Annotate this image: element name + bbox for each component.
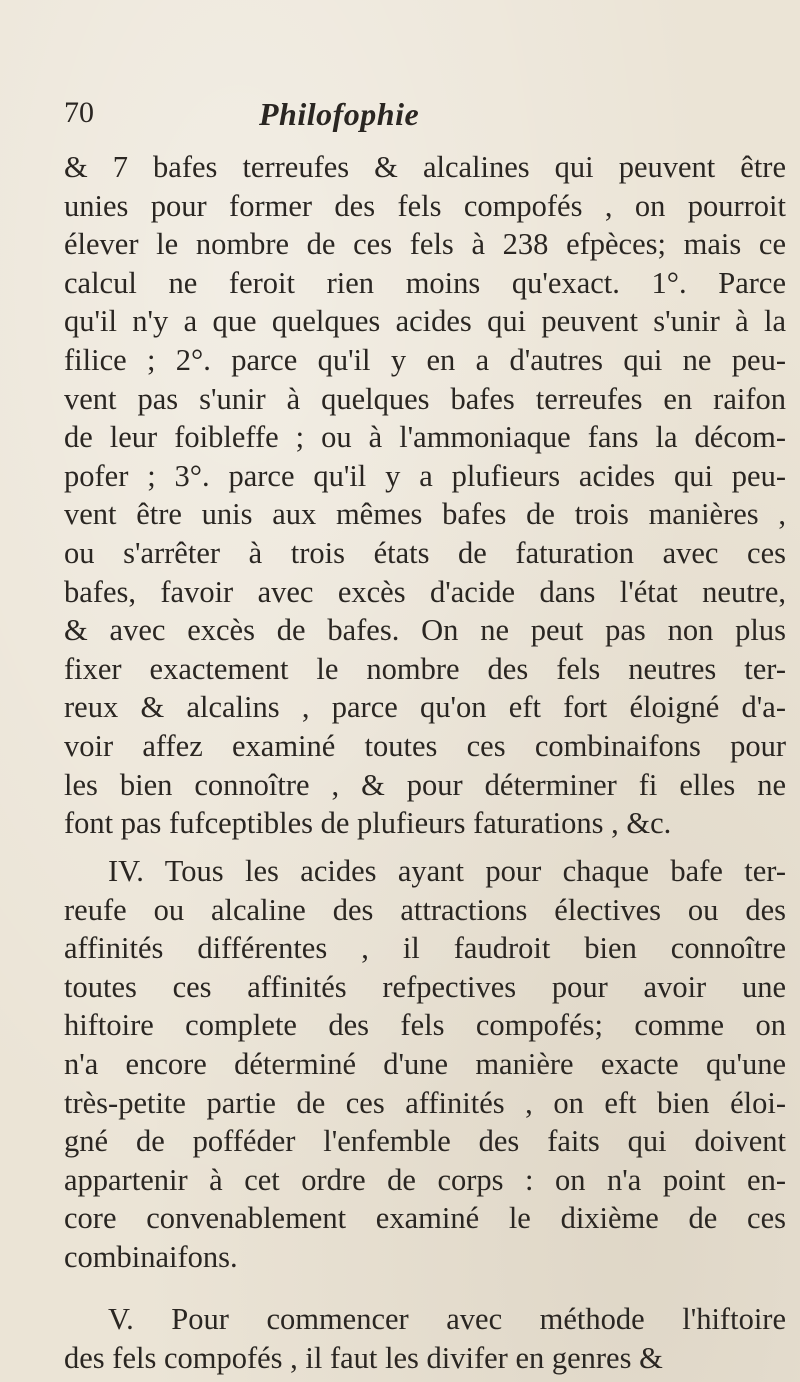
text-line: unies pour former des fels compofés , on pourroit xyxy=(64,188,786,223)
text-line: appartenir à cet ordre de corps : on n'a point en- xyxy=(64,1162,786,1197)
text-line: bafes, favoir avec excès d'acide dans l'état neutre, xyxy=(64,574,786,609)
text-line: les bien connoître , & pour déterminer fi elles ne xyxy=(64,767,786,802)
text-line: reufe ou alcaline des attractions électives ou des xyxy=(64,892,786,927)
text-line: combinaifons. xyxy=(64,1239,238,1274)
text-line: affinités différentes , il faudroit bien connoître xyxy=(64,931,786,966)
text-line: n'a encore déterminé d'une manière exacte qu'une xyxy=(64,1046,786,1081)
running-head xyxy=(64,96,760,140)
text-line: font pas fufceptibles de plufieurs faturations , &c. xyxy=(64,806,672,841)
text-line: voir affez examiné toutes ces combinaifons pour xyxy=(64,728,786,763)
text-line: très-petite partie de ces affinités , on eft bien éloi- xyxy=(64,1085,786,1120)
paragraph-2 xyxy=(64,852,786,1277)
text-line: gné de pofféder l'enfemble des faits qui doivent xyxy=(64,1124,786,1159)
text-line: filice ; 2°. parce qu'il y en a d'autres qui ne peu- xyxy=(64,342,786,377)
text-line: toutes ces affinités refpectives pour avoir une xyxy=(64,969,786,1004)
text-line: vent pas s'unir à quelques bafes terreufes en raifon xyxy=(64,381,786,416)
text-line: calcul ne feroit rien moins qu'exact. 1°. Parce xyxy=(64,265,786,300)
text-line: pofer ; 3°. parce qu'il y a plufieurs acides qui peu- xyxy=(64,458,786,493)
text-line: & avec excès de bafes. On ne peut pas non plus xyxy=(64,613,786,648)
text-line: fixer exactement le nombre des fels neutres ter- xyxy=(64,651,786,686)
running-title: Philofophie xyxy=(259,96,420,132)
text-line: qu'il n'y a que quelques acides qui peuvent s'unir à la xyxy=(64,304,786,339)
text-line: hiftoire complete des fels compofés; comme on xyxy=(64,1008,786,1043)
page-number: 70 xyxy=(64,96,94,129)
text-line: V. Pour commencer avec méthode l'hiftoire xyxy=(108,1302,786,1336)
text-line: IV. Tous les acides ayant pour chaque bafe ter- xyxy=(108,854,786,888)
text-line: des fels compofés , il faut les divifer en genres & xyxy=(64,1340,663,1375)
text-line: core convenablement examiné le dixième de ces xyxy=(64,1201,786,1236)
text-line: élever le nombre de ces fels à 238 efpèces; mais ce xyxy=(64,227,786,262)
paragraph-3 xyxy=(64,1300,786,1377)
text-line: de leur foibleffe ; ou à l'ammoniaque fans la décom- xyxy=(64,420,786,455)
text-line: reux & alcalins , parce qu'on eft fort éloigné d'a- xyxy=(64,690,786,725)
text-line: vent être unis aux mêmes bafes de trois manières , xyxy=(64,497,786,532)
paragraph-1 xyxy=(64,148,786,843)
text-line: ou s'arrêter à trois états de faturation avec ces xyxy=(64,535,786,570)
text-line: & 7 bafes terreufes & alcalines qui peuvent être xyxy=(64,150,786,184)
